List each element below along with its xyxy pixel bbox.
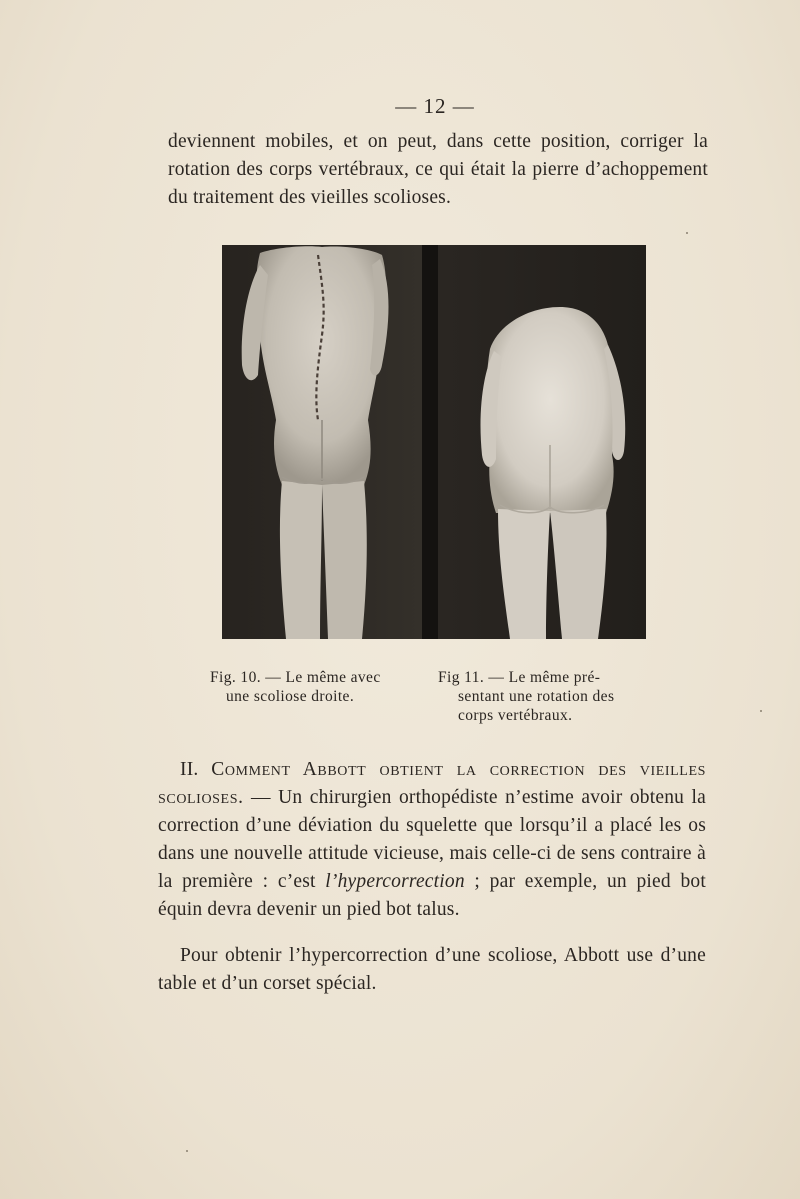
section-body-continued: ; par exemple, un pied bot équin devra devenir un pied bot talus. <box>158 871 706 920</box>
paper-speck <box>686 232 688 234</box>
figure-10-caption-line: Fig. 10. — Le même avec <box>210 669 381 686</box>
section-heading: Comment Abbott obtient la correction des vieilles scolioses. <box>158 759 706 808</box>
figure-11-caption-line: Fig 11. — Le même pré- <box>438 669 601 686</box>
section-body: — Un chirurgien orthopédiste n’estime avoir obtenu la correction d’une déviation du squelette que lorsqu’il a placé les os dans une nouvelle attitude vicieuse, mais celle-ci de sens contraire à la première : c’est <box>158 787 706 892</box>
photo-plate <box>222 245 646 639</box>
page-number: — 12 — <box>395 94 475 118</box>
figure-10-caption <box>210 668 435 706</box>
figure-11-photo <box>438 245 646 639</box>
figure-11-caption <box>438 668 663 725</box>
intro-paragraph: deviennent mobiles, et on peut, dans cette position, corriger la rotation des corps vertébraux, ce qui était la pierre d’achoppement du traitement des vieilles scolioses. <box>168 131 708 208</box>
figure-11-caption-line: corps vertébraux. <box>458 707 573 724</box>
figure-11-silhouette <box>438 245 646 639</box>
section-ii <box>158 756 706 924</box>
figure-10-silhouette <box>222 245 422 639</box>
figure-11-caption-line: sentant une rotation des <box>458 688 615 705</box>
paper-speck <box>186 1150 188 1152</box>
figure-10-caption-line: une scoliose droite. <box>226 688 355 705</box>
closing-paragraph <box>158 942 706 998</box>
closing-paragraph-text: Pour obtenir l’hypercorrection d’une scoliose, Abbott use d’une table et d’un corset spécial. <box>158 945 706 994</box>
paper-speck <box>760 710 762 712</box>
section-number: II. <box>180 759 199 780</box>
plate-divider <box>422 245 438 639</box>
figure-10-photo <box>222 245 422 639</box>
hypercorrection-term: l’hypercorrection <box>325 871 465 892</box>
